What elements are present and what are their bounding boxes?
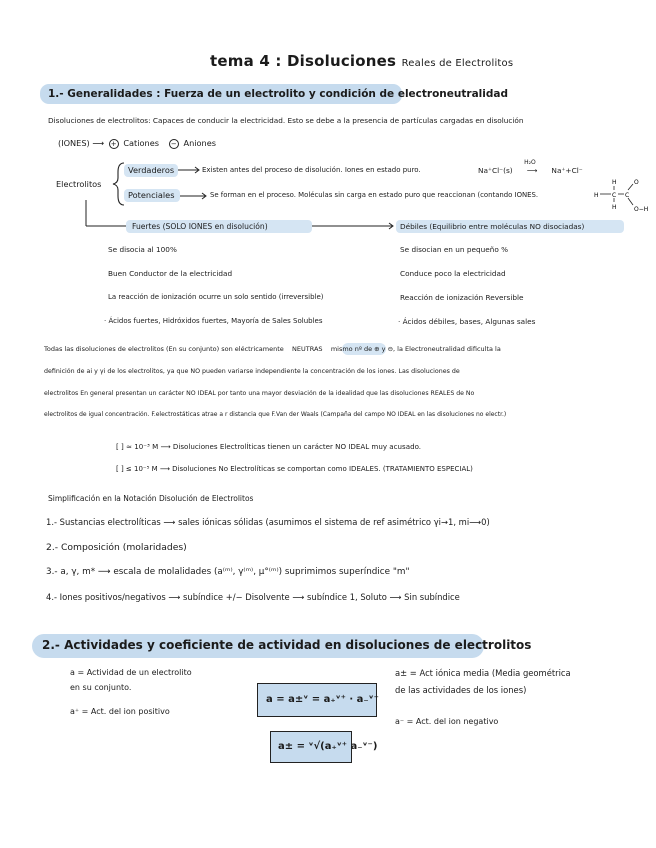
cationes-label: Cationes — [123, 138, 160, 148]
definition-item: a⁻ = Act. del ion negativo — [395, 717, 499, 726]
formula-activity: a = a±ᵛ = a₊ᵛ⁺ · a₋ᵛ⁻ — [266, 694, 379, 705]
debiles-label: Débiles (Equilibrio entre moléculas NO disociadas) — [400, 222, 585, 231]
conc-rule: [ ] ≈ 10⁻³ M ⟶ Disoluciones ElectrolÍticas tienen un carácter NO IDEAL muy acusado. — [116, 442, 422, 451]
svg-text:O−H: O−H — [634, 206, 649, 213]
simplificacion-item: 4.- Iones positivos/negativos ⟶ subíndice +/− Disolvente ⟶ subíndice 1, Soluto ⟶ Sin subíndice — [46, 592, 460, 602]
definition-item: en su conjunto. — [70, 683, 132, 692]
svg-text:H: H — [612, 179, 617, 186]
minus-circle-icon: − — [169, 139, 179, 149]
fuertes-label: Fuertes (SOLO IONES en disolución) — [132, 222, 268, 231]
simplificacion-item: 2.- Composición (molaridades) — [46, 542, 187, 553]
title-main: tema 4 : Disoluciones — [210, 52, 397, 70]
simplificacion-heading: Simplificación en la Notación Disolución de Electrolitos — [48, 494, 254, 503]
fuertes-item: Se disocia al 100% — [108, 245, 177, 254]
paragraph-line: electrolitos de igual concentración. F.electrostáticas atrae a r distancia que F.Van der Waals (Campaña del campo NO IDEAL en las disoluciones no electr.) — [44, 411, 507, 418]
debiles-item: Se disocian en un pequeño % — [400, 245, 509, 254]
potenciales-label: Potenciales — [128, 190, 175, 200]
electrolitos-label: Electrolitos — [56, 179, 102, 189]
section2-heading: 2.- Actividades y coeficiente de actividad en disoluciones de electrolitos — [42, 638, 532, 652]
definition-item: a = Actividad de un electrolito — [70, 668, 192, 677]
definition-item: a⁺ = Act. del ion positivo — [70, 707, 170, 716]
definition-text: Disoluciones de electrolitos: Capaces de conducir la electricidad. Esto se debe a la presencia de partículas cargadas en disolución — [48, 116, 524, 125]
debiles-item: · Ácidos débiles, bases, Algunas sales — [398, 317, 536, 326]
equation-arrow: H₂O ⟶ — [524, 159, 538, 175]
formula-mean-activity: a± = ᵛ√(a₊ᵛ⁺ a₋ᵛ⁻) — [278, 741, 378, 752]
fuertes-item: · Ácidos fuertes, Hidróxidos fuertes, Mayoría de Sales Solubles — [104, 317, 323, 325]
debiles-item: Reacción de ionización Reversible — [400, 293, 524, 302]
formula-box — [270, 731, 378, 763]
svg-text:H: H — [612, 204, 617, 211]
svg-text:C: C — [612, 192, 617, 199]
title-sub: Reales de Electrolitos — [401, 58, 514, 69]
equation-right: Na⁺+Cl⁻ — [551, 166, 583, 175]
paragraph-line — [44, 344, 501, 355]
svg-text:O: O — [634, 179, 639, 186]
paragraph-after: mismo nº de ⊕ y ⊖, la Electroneutralidad dificulta la — [330, 345, 501, 353]
definition-item: a± = Act iónica media (Media geométrica — [395, 668, 571, 678]
fuertes-item: Buen Conductor de la electricidad — [108, 269, 233, 278]
aniones-label: Aniones — [183, 138, 217, 148]
iones-label: (IONES) — [58, 138, 90, 148]
simplificacion-item: 1.- Sustancias electrolíticas ⟶ sales iónicas sólidas (asumimos el sistema de ref asimétrico γi→1, mi⟶0) — [46, 517, 490, 527]
fuertes-item: La reacción de ionización ocurre un solo sentido (irreversible) — [108, 293, 324, 301]
svg-text:C: C — [625, 192, 630, 199]
verdaderos-desc: Existen antes del proceso de disolución. Iones en estado puro. — [202, 166, 421, 174]
definition-item: de las actividades de los iones) — [395, 685, 527, 695]
paragraph-line: electrolitos En general presentan un carácter NO IDEAL por tanto una mayor desviación de la idealidad que las disoluciones REALES de No — [44, 390, 475, 397]
potenciales-desc: Se forman en el proceso. Moléculas sin carga en estado puro que reaccionan (contando IONES. — [210, 191, 539, 199]
neutras-word: NEUTRAS — [292, 345, 323, 353]
simplificacion-item: 3.- a, γ, m* ⟶ escala de molalidades (a⁽ᵐ⁾, γ⁽ᵐ⁾, μ°⁽ᵐ⁾) suprimimos superíndice "m" — [46, 567, 410, 577]
iones-row — [58, 138, 216, 149]
verdaderos-label: Verdaderos — [128, 165, 175, 175]
formula-box — [257, 683, 377, 717]
section1-heading: 1.- Generalidades : Fuerza de un electrolito y condición de electroneutralidad — [48, 88, 508, 100]
debiles-item: Conduce poco la electricidad — [400, 269, 506, 278]
paragraph-before: Todas las disoluciones de electrolitos (En su conjunto) son eléctricamente — [44, 345, 284, 353]
conc-rule: [ ] ≤ 10⁻⁵ M ⟶ Disoluciones No Electrolíticas se comportan como IDEALES. (TRATAMIENTO ESPECIAL) — [116, 465, 473, 473]
page-title — [210, 52, 514, 70]
arrow-icon: ⟶ — [92, 138, 107, 148]
plus-circle-icon: + — [109, 139, 119, 149]
verdaderos-equation — [478, 159, 583, 176]
svg-text:H: H — [594, 192, 599, 199]
paragraph-line: definición de ai y γi de los electrolitos, ya que NO pueden variarse independiente la concentración de los iones. Las disoluciones de — [44, 368, 460, 375]
equation-over: H₂O — [524, 159, 536, 166]
equation-left: Na⁺Cl⁻(s) — [478, 166, 513, 175]
